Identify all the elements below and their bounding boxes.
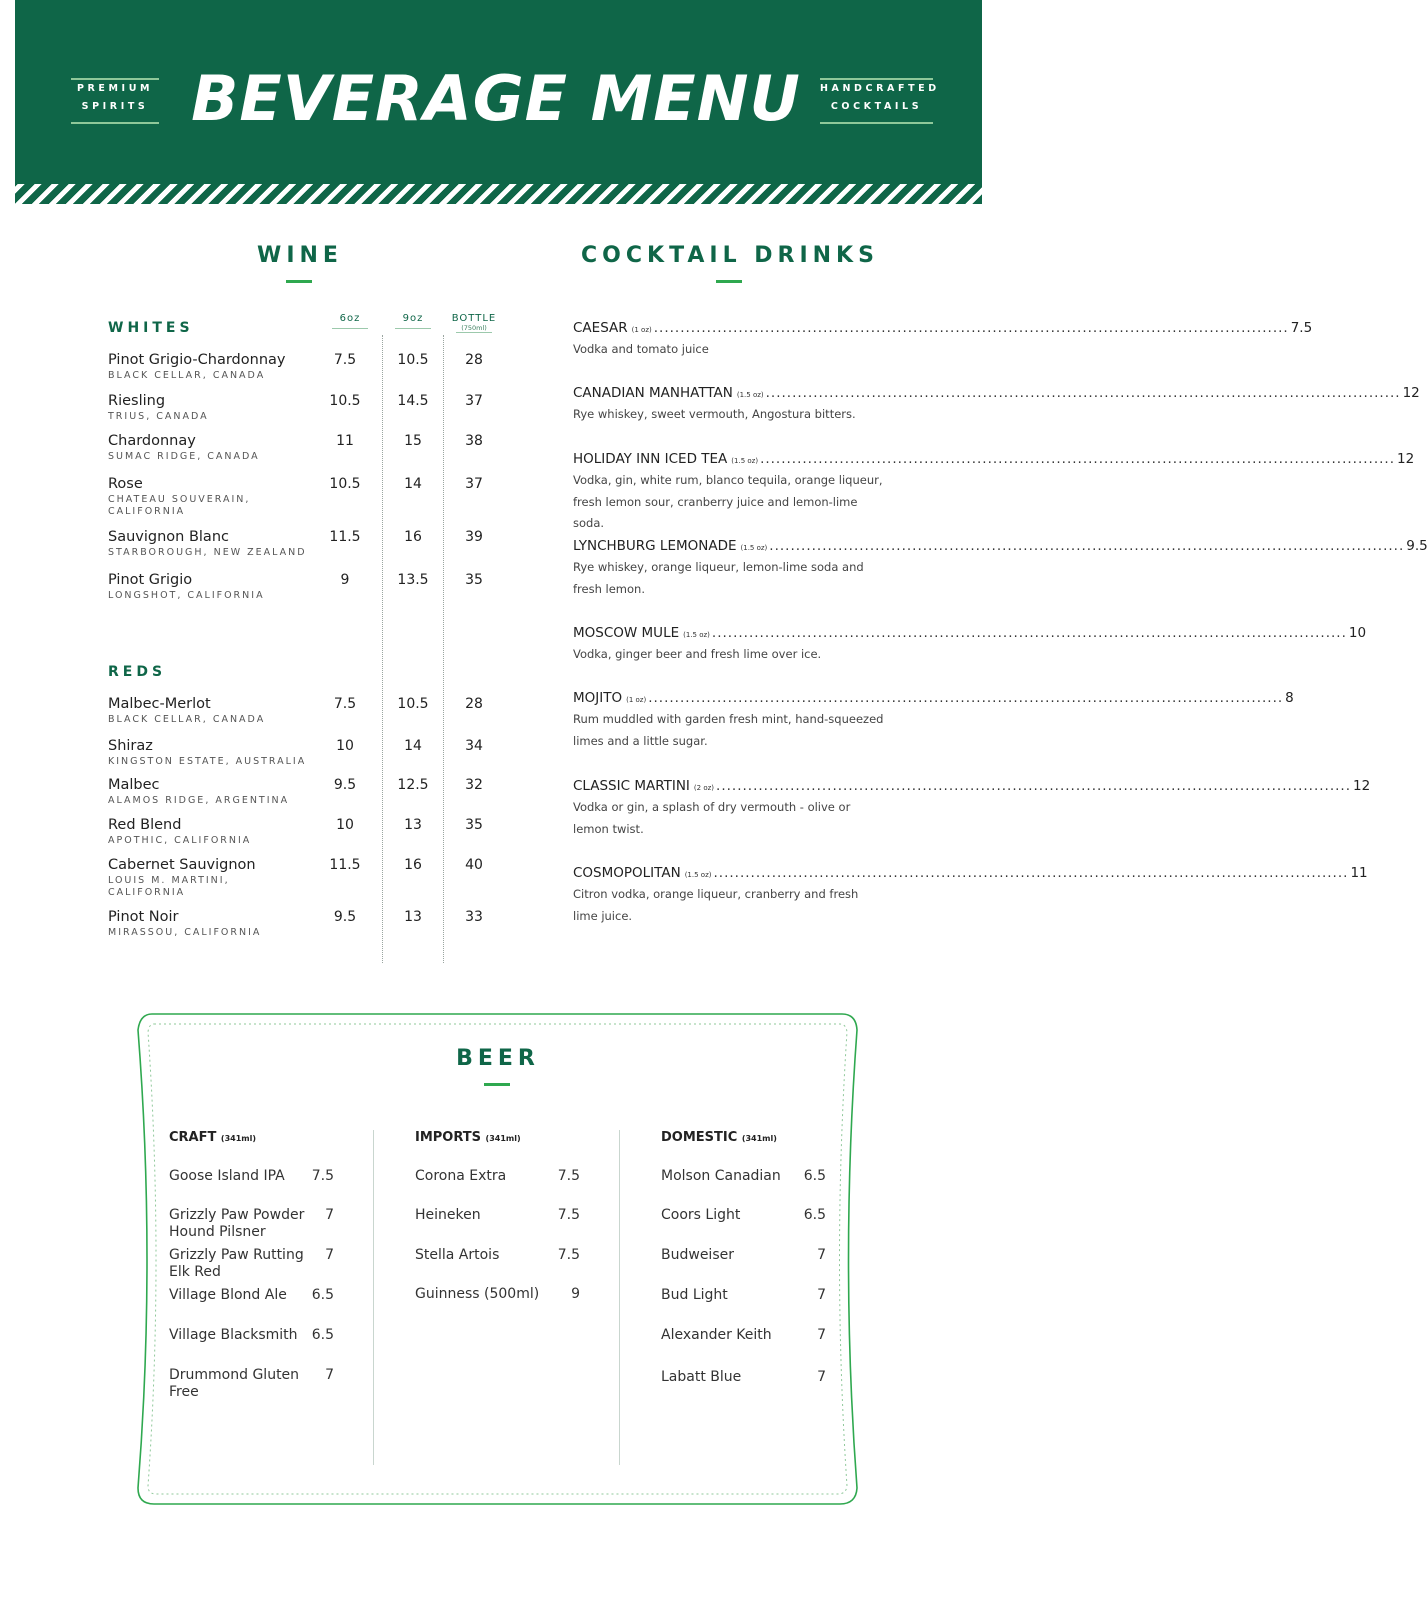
wine-origin: ALAMOS RIDGE, ARGENTINA (108, 795, 290, 806)
price-9oz: 12.5 (397, 777, 429, 793)
beer-name: Grizzly Paw Rutting Elk Red (169, 1247, 304, 1280)
leader-dots: ........................................................................................................................ (713, 865, 1349, 881)
beer-price: 7 (817, 1247, 826, 1263)
wine-name: Chardonnay (108, 433, 196, 449)
wine-name: Pinot Noir (108, 909, 179, 925)
price-bottle: 39 (465, 529, 483, 545)
wine-name: Pinot Grigio (108, 572, 193, 588)
beer-name: Village Blacksmith (169, 1327, 298, 1343)
beer-name: Labatt Blue (661, 1369, 742, 1385)
cocktail-name: CANADIAN MANHATTAN (573, 385, 733, 401)
cocktails-title-underline (716, 280, 742, 283)
wine-origin: LONGSHOT, CALIFORNIA (108, 590, 265, 601)
price-6oz: 11 (336, 433, 354, 449)
cocktail-size: (1.5 oz) (683, 631, 710, 639)
beer-name: Bud Light (661, 1287, 728, 1303)
wine-column-divider (443, 335, 445, 963)
beer-price: 7 (325, 1207, 334, 1223)
wine-origin: LOUIS M. MARTINI, CALIFORNIA (108, 875, 230, 898)
beer-column-divider (373, 1130, 375, 1465)
beer-price: 6.5 (803, 1207, 826, 1223)
cocktail-description: Vodka or gin, a splash of dry vermouth - olive or lemon twist. (573, 800, 851, 836)
wine-origin: KINGSTON ESTATE, AUSTRALIA (108, 756, 307, 767)
col-bottle-size: (750ml) (461, 324, 487, 332)
price-6oz: 11.5 (329, 857, 361, 873)
wine-name: Rose (108, 476, 143, 492)
beer-name: Stella Artois (415, 1247, 500, 1263)
craft-title: CRAFT (169, 1130, 217, 1145)
cocktail-name-row (573, 451, 1415, 467)
price-6oz: 7.5 (333, 696, 357, 712)
wine-name: Sauvignon Blanc (108, 529, 229, 545)
beer-title-underline (484, 1083, 510, 1086)
wine-origin: BLACK CELLAR, CANADA (108, 370, 266, 381)
beer-name: Budweiser (661, 1247, 734, 1263)
beer-name: Goose Island IPA (169, 1168, 285, 1184)
beer-price: 7 (325, 1367, 334, 1383)
beer-price: 7.5 (557, 1247, 580, 1263)
cocktail-price: 12 (1402, 385, 1420, 401)
beer-price: 7.5 (557, 1168, 580, 1184)
beer-name: Guinness (500ml) (415, 1286, 540, 1302)
cocktail-name-row (573, 625, 1367, 641)
price-9oz: 13 (404, 817, 422, 833)
wine-title-underline (286, 280, 312, 283)
cocktail-price: 8 (1285, 690, 1294, 706)
handcrafted-cocktails-tag (820, 78, 940, 124)
beer-price: 7.5 (311, 1168, 334, 1184)
wine-origin: TRIUS, CANADA (108, 411, 209, 422)
price-6oz: 11.5 (329, 529, 361, 545)
col-6oz-line (332, 328, 368, 329)
wine-title: WINE (257, 243, 343, 268)
price-bottle: 37 (465, 393, 483, 409)
wine-name: Malbec (108, 777, 160, 793)
leader-dots: ........................................................................................................................ (769, 538, 1405, 554)
beer-name: Alexander Keith (661, 1327, 772, 1343)
price-6oz: 10.5 (329, 393, 361, 409)
cocktail-name: CLASSIC MARTINI (573, 778, 690, 794)
beer-price: 7.5 (557, 1207, 580, 1223)
beer-price: 7 (817, 1287, 826, 1303)
price-6oz: 9 (340, 572, 350, 588)
beer-price: 7 (817, 1327, 826, 1343)
leader-dots: ........................................................................................................................ (648, 690, 1284, 706)
tag-line: COCKTAILS (830, 101, 923, 112)
tag-line: SPIRITS (81, 101, 149, 112)
wine-origin: APOTHIC, CALIFORNIA (108, 835, 252, 846)
col-9oz-line (395, 328, 431, 329)
beer-name: Molson Canadian (661, 1168, 781, 1184)
cocktail-description: Vodka and tomato juice (573, 342, 709, 356)
beer-name: Corona Extra (415, 1168, 507, 1184)
price-9oz: 10.5 (397, 352, 429, 368)
price-6oz: 10.5 (329, 476, 361, 492)
cocktail-name-row (573, 385, 1420, 401)
wine-column-divider (382, 335, 384, 963)
price-9oz: 14 (404, 476, 422, 492)
cocktail-name: HOLIDAY INN ICED TEA (573, 451, 728, 467)
cocktail-price: 10 (1348, 625, 1367, 641)
cocktail-name-row (573, 538, 1428, 554)
cocktail-name: MOJITO (573, 690, 623, 706)
tag-line: HANDCRAFTED (820, 83, 940, 94)
cocktail-name: COSMOPOLITAN (573, 865, 681, 881)
cocktail-size: (1 oz) (631, 326, 652, 334)
imports-size: (341ml) (485, 1134, 521, 1143)
price-9oz: 13 (404, 909, 422, 925)
cocktail-price: 9.5 (1406, 538, 1428, 554)
price-9oz: 16 (404, 857, 422, 873)
wine-origin: STARBOROUGH, NEW ZEALAND (108, 547, 307, 558)
wine-origin: MIRASSOU, CALIFORNIA (108, 927, 262, 938)
price-6oz: 9.5 (333, 909, 357, 925)
col-6oz: 6oz (339, 313, 361, 324)
craft-heading (169, 1130, 256, 1145)
cocktail-size: (1.5 oz) (684, 871, 712, 879)
menu-title: BEVERAGE MENU (191, 62, 801, 135)
price-bottle: 28 (465, 352, 483, 368)
cocktail-price: 11 (1350, 865, 1368, 881)
price-bottle: 38 (465, 433, 483, 449)
col-bottle-label: BOTTLE (451, 313, 497, 324)
cocktail-name-row (573, 690, 1294, 706)
wine-name: Red Blend (108, 817, 182, 833)
leader-dots: ........................................................................................................................ (716, 778, 1351, 794)
price-9oz: 15 (404, 433, 422, 449)
cocktail-size: (1.5 oz) (731, 457, 759, 465)
beer-price: 6.5 (311, 1327, 334, 1343)
premium-spirits-tag (71, 78, 159, 124)
cocktail-description: Rum muddled with garden fresh mint, hand-squeezed limes and a little sugar. (573, 712, 884, 748)
price-9oz: 10.5 (397, 696, 429, 712)
cocktail-size: (1.5 oz) (736, 391, 764, 399)
price-9oz: 13.5 (397, 572, 429, 588)
imports-heading (415, 1130, 521, 1145)
cocktail-name-row (573, 778, 1371, 794)
cocktail-name: MOSCOW MULE (573, 625, 680, 641)
wine-name: Malbec-Merlot (108, 696, 211, 712)
price-9oz: 14 (404, 738, 422, 754)
price-bottle: 34 (465, 738, 483, 754)
wine-origin: CHATEAU SOUVERAIN, CALIFORNIA (108, 494, 251, 517)
cocktail-price: 7.5 (1290, 320, 1313, 336)
wine-origin: SUMAC RIDGE, CANADA (108, 451, 260, 462)
beer-name: Drummond Gluten Free (169, 1367, 300, 1400)
col-9oz: 9oz (402, 313, 424, 324)
price-bottle: 40 (465, 857, 483, 873)
cocktail-name: CAESAR (573, 320, 628, 336)
price-9oz: 14.5 (397, 393, 429, 409)
col-bottle (446, 313, 502, 332)
wine-origin: BLACK CELLAR, CANADA (108, 714, 266, 725)
price-6oz: 9.5 (333, 777, 357, 793)
beer-name: Grizzly Paw Powder Hound Pilsner (169, 1207, 305, 1240)
beer-name: Village Blond Ale (169, 1287, 287, 1303)
cocktail-description: Rye whiskey, sweet vermouth, Angostura bitters. (573, 407, 856, 421)
beer-price: 9 (571, 1286, 580, 1302)
domestic-size: (341ml) (741, 1134, 777, 1143)
beer-column-divider (619, 1130, 621, 1465)
header-stripes (15, 184, 982, 204)
price-bottle: 28 (465, 696, 483, 712)
cocktail-name-row (573, 865, 1368, 881)
reds-title: REDS (108, 664, 167, 680)
craft-size: (341ml) (220, 1134, 256, 1143)
wine-name: Pinot Grigio-Chardonnay (108, 352, 286, 368)
beer-title: BEER (456, 1046, 540, 1071)
tag-line: PREMIUM (76, 83, 154, 94)
price-6oz: 7.5 (333, 352, 357, 368)
cocktail-size: (1.5 oz) (740, 544, 768, 552)
leader-dots: ........................................................................................................................ (765, 385, 1401, 401)
wine-name: Cabernet Sauvignon (108, 857, 256, 873)
cocktail-size: (2 oz) (693, 784, 715, 792)
cocktail-name-row (573, 320, 1313, 336)
cocktail-name: LYNCHBURG LEMONADE (573, 538, 737, 554)
cocktail-price: 12 (1397, 451, 1415, 467)
cocktail-description: Rye whiskey, orange liqueur, lemon-lime soda and fresh lemon. (573, 560, 864, 596)
wine-name: Shiraz (108, 738, 153, 754)
price-6oz: 10 (336, 738, 354, 754)
price-bottle: 32 (465, 777, 483, 793)
cocktail-description: Vodka, ginger beer and fresh lime over ice. (573, 647, 822, 661)
cocktail-price: 12 (1352, 778, 1371, 794)
price-bottle: 35 (465, 572, 483, 588)
beer-price: 7 (325, 1247, 334, 1263)
imports-title: IMPORTS (415, 1130, 482, 1145)
beer-name: Heineken (415, 1207, 481, 1223)
cocktail-size: (1 oz) (626, 696, 647, 704)
whites-title: WHITES (108, 320, 194, 336)
wine-name: Riesling (108, 393, 166, 409)
beer-name: Coors Light (661, 1207, 741, 1223)
col-bottle-line (456, 332, 492, 333)
beer-price: 7 (817, 1369, 826, 1385)
price-6oz: 10 (336, 817, 354, 833)
price-bottle: 33 (465, 909, 483, 925)
beer-price: 6.5 (803, 1168, 826, 1184)
price-bottle: 37 (465, 476, 483, 492)
price-9oz: 16 (404, 529, 422, 545)
cocktail-description: Citron vodka, orange liqueur, cranberry and fresh lime juice. (573, 887, 859, 923)
leader-dots: ........................................................................................................................ (711, 625, 1347, 641)
domestic-heading (661, 1130, 777, 1145)
domestic-title: DOMESTIC (661, 1130, 738, 1145)
price-bottle: 35 (465, 817, 483, 833)
leader-dots: ........................................................................................................................ (653, 320, 1289, 336)
beer-price: 6.5 (311, 1287, 334, 1303)
leader-dots: ........................................................................................................................ (760, 451, 1396, 467)
cocktails-title: COCKTAIL DRINKS (581, 243, 879, 268)
cocktail-description: Vodka, gin, white rum, blanco tequila, orange liqueur, fresh lemon sour, cranberry juice and lemon-lime soda. (573, 473, 883, 530)
